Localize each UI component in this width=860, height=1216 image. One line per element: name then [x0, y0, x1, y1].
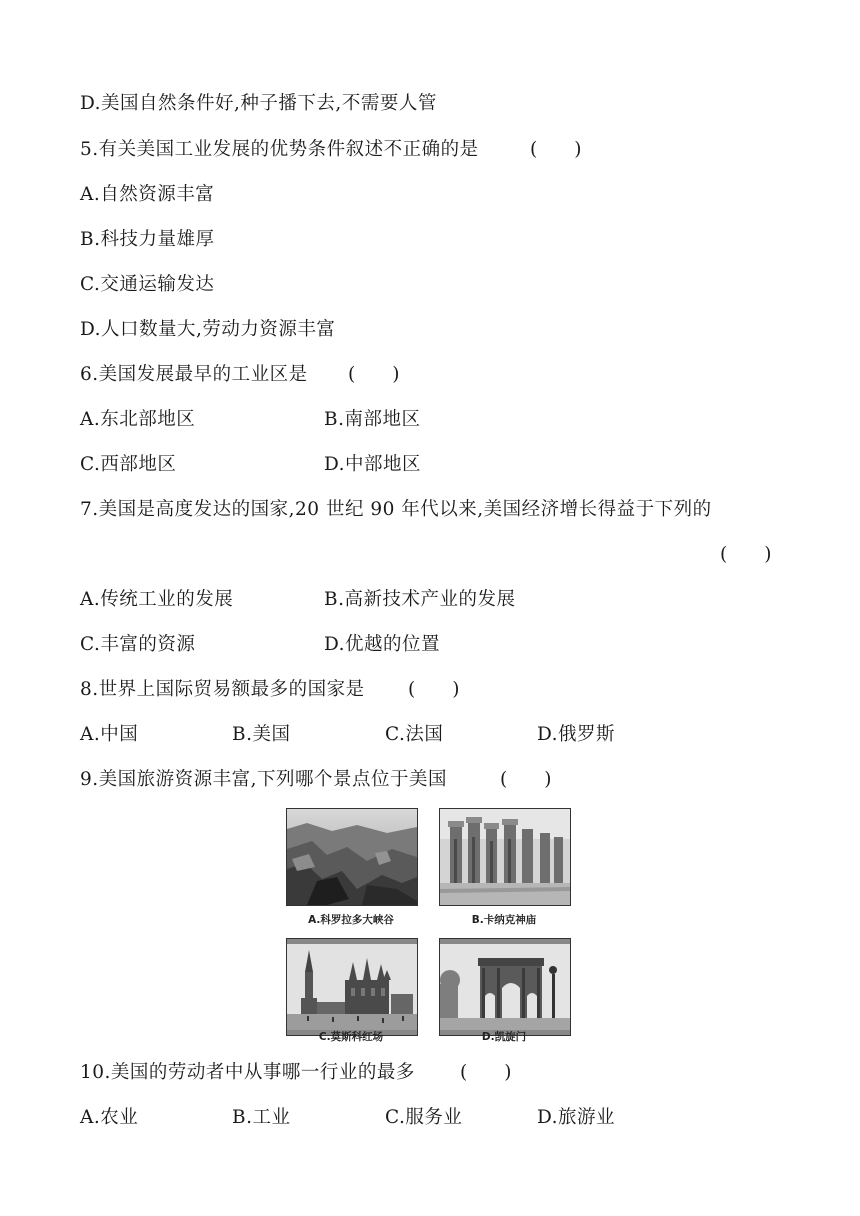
q6-option-d: D.中部地区 — [324, 454, 422, 475]
temple-photo — [439, 808, 571, 906]
q9-answer-paren[interactable]: ( ) — [500, 769, 552, 790]
q6-option-c: C.西部地区 — [80, 454, 177, 475]
red-square-photo — [286, 938, 418, 1036]
arch-photo — [439, 938, 571, 1036]
q8-option-a: A.中国 — [80, 724, 139, 745]
q6-stem: 6.美国发展最早的工业区是 — [80, 364, 308, 385]
q7-option-a: A.传统工业的发展 — [80, 589, 234, 610]
q10-option-b: B.工业 — [232, 1107, 291, 1128]
q8-option-c: C.法国 — [385, 724, 444, 745]
caption-a: A.科罗拉多大峡谷 — [308, 914, 394, 926]
q10-option-a: A.农业 — [80, 1107, 139, 1128]
q5-stem: 5.有关美国工业发展的优势条件叙述不正确的是 — [80, 139, 479, 160]
q7-answer-paren[interactable]: ( ) — [720, 544, 772, 565]
caption-c: C.莫斯科红场 — [318, 1031, 384, 1043]
q10-option-c: C.服务业 — [385, 1107, 463, 1128]
q7-option-d: D.优越的位置 — [324, 634, 441, 655]
q10-answer-paren[interactable]: ( ) — [460, 1062, 512, 1083]
q7-option-b: B.高新技术产业的发展 — [324, 589, 516, 610]
q5-option-c: C.交通运输发达 — [80, 274, 215, 295]
q8-option-d: D.俄罗斯 — [537, 724, 616, 745]
canyon-photo — [286, 808, 418, 906]
q4-option-d: D.美国自然条件好,种子播下去,不需要人管 — [80, 93, 437, 114]
q10-option-d: D.旅游业 — [537, 1107, 616, 1128]
q6-option-a: A.东北部地区 — [80, 409, 196, 430]
q6-answer-paren[interactable]: ( ) — [348, 364, 400, 385]
q10-stem: 10.美国的劳动者中从事哪一行业的最多 — [80, 1062, 415, 1083]
q5-answer-paren[interactable]: ( ) — [530, 139, 582, 160]
q6-option-b: B.南部地区 — [324, 409, 421, 430]
q5-option-a: A.自然资源丰富 — [80, 184, 215, 205]
q5-option-b: B.科技力量雄厚 — [80, 229, 215, 250]
q8-stem: 8.世界上国际贸易额最多的国家是 — [80, 679, 365, 700]
q8-answer-paren[interactable]: ( ) — [408, 679, 460, 700]
q8-option-b: B.美国 — [232, 724, 291, 745]
caption-d: D.凯旋门 — [481, 1031, 527, 1043]
q7-option-c: C.丰富的资源 — [80, 634, 196, 655]
q5-option-d: D.人口数量大,劳动力资源丰富 — [80, 319, 336, 340]
caption-b: B.卡纳克神庙 — [471, 914, 537, 926]
q9-stem: 9.美国旅游资源丰富,下列哪个景点位于美国 — [80, 769, 448, 790]
q7-stem: 7.美国是高度发达的国家,20 世纪 90 年代以来,美国经济增长得益于下列的 — [80, 499, 712, 520]
